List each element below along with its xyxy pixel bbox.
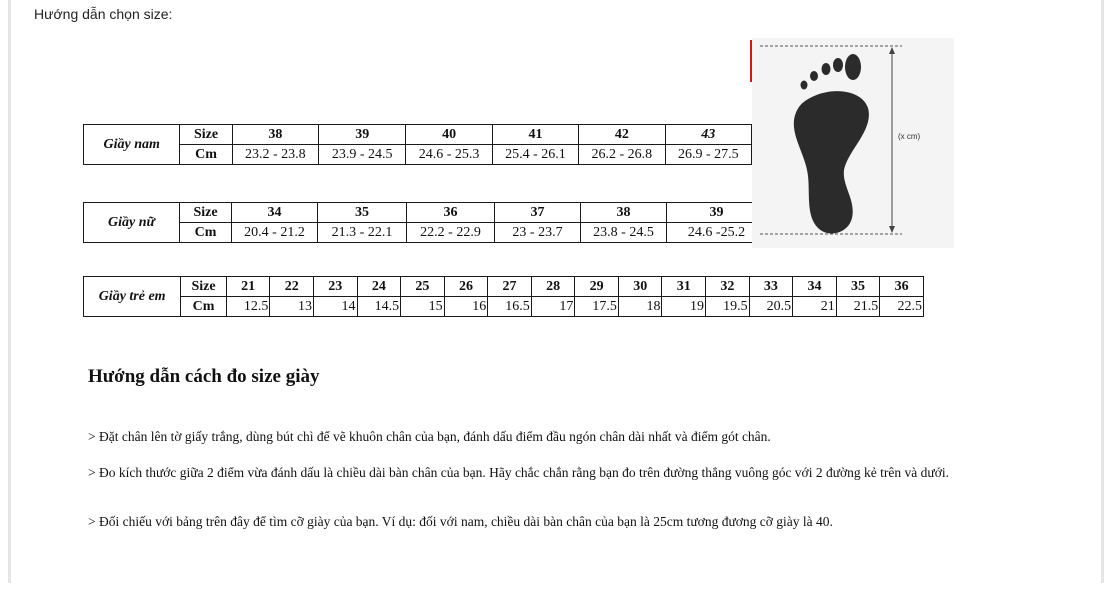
size-cell: 35 [836,277,880,297]
size-cell: 36 [407,203,495,223]
cm-cell: 22.2 - 22.9 [407,223,495,243]
women-size-table [83,202,767,243]
size-cell: 29 [575,277,619,297]
cm-cell: 18 [618,297,662,317]
cm-row-label: Cm [180,145,232,165]
foot-measure-image [752,38,954,248]
cm-cell: 20.5 [749,297,793,317]
size-cell: 38 [232,125,318,145]
cm-cell: 23.9 - 24.5 [319,145,406,165]
cm-cell: 12.5 [226,297,270,317]
size-cell: 23 [313,277,357,297]
cm-cell: 14.5 [357,297,401,317]
cm-cell: 23.2 - 23.8 [232,145,318,165]
women-category-label: Giầy nữ [84,203,180,243]
size-cell: 40 [406,125,492,145]
cm-cell: 21.3 - 22.1 [318,223,407,243]
guide-step: > Đối chiếu với bảng trên đây để tìm cỡ giày của bạn. Ví dụ: đối với nam, chiều dài bàn chân của bạn là 25cm tương đương cỡ giày là 40. [88,514,833,529]
measure-label: (x cm) [898,132,921,141]
size-cell: 32 [706,277,750,297]
size-cell: 31 [662,277,706,297]
size-cell: 21 [226,277,270,297]
cm-cell: 26.2 - 26.8 [579,145,665,165]
kids-category-label: Giầy trẻ em [84,277,181,317]
size-cell: 25 [401,277,445,297]
cm-cell: 21 [793,297,837,317]
guide-step: > Đặt chân lên tờ giấy trắng, dùng bút chì để vẽ khuôn chân của bạn, đánh dấu điểm đầu ngón chân dài nhất và điểm gót chân. [88,429,771,444]
cm-cell: 13 [270,297,314,317]
cm-cell: 26.9 - 27.5 [665,145,751,165]
cm-row-label: Cm [181,297,227,317]
size-guide-heading: Hướng dẫn chọn size: [34,6,173,22]
cm-cell: 24.6 -25.2 [667,223,767,243]
size-cell: 30 [618,277,662,297]
size-cell: 34 [232,203,318,223]
measure-guide-title: Hướng dẫn cách đo size giày [88,366,320,387]
cm-cell: 15 [401,297,445,317]
size-cell: 38 [581,203,667,223]
size-row-label: Size [180,125,232,145]
size-cell: 39 [667,203,767,223]
size-row-label: Size [180,203,232,223]
size-cell: 42 [579,125,665,145]
cm-cell: 17 [531,297,575,317]
size-cell: 28 [531,277,575,297]
size-cell: 41 [492,125,578,145]
cm-cell: 25.4 - 26.1 [492,145,578,165]
size-cell: 26 [444,277,488,297]
cm-cell: 23 - 23.7 [495,223,581,243]
men-size-table [83,124,752,165]
cm-cell: 17.5 [575,297,619,317]
size-cell: 43 [665,125,751,145]
size-cell: 27 [488,277,532,297]
size-cell: 37 [495,203,581,223]
cm-cell: 14 [313,297,357,317]
size-cell: 34 [793,277,837,297]
cm-cell: 19.5 [706,297,750,317]
size-cell: 22 [270,277,314,297]
cm-cell: 23.8 - 24.5 [581,223,667,243]
size-cell: 35 [318,203,407,223]
right-divider [1101,0,1104,583]
size-cell: 36 [880,277,924,297]
size-cell: 33 [749,277,793,297]
cm-cell: 21.5 [836,297,880,317]
guide-step: > Đo kích thước giữa 2 điểm vừa đánh dấu là chiều dài bàn chân của bạn. Hãy chắc chắn rằng bạn đo trên đường thẳng vuông góc với 2 đường kẻ trên và dưới. [88,465,949,480]
kids-size-table [83,276,924,317]
size-cell: 24 [357,277,401,297]
cm-cell: 20.4 - 21.2 [232,223,318,243]
men-category-label: Giầy nam [84,125,180,165]
left-divider [8,0,11,583]
size-cell: 39 [319,125,406,145]
cm-row-label: Cm [180,223,232,243]
cm-cell: 24.6 - 25.3 [406,145,492,165]
cm-cell: 19 [662,297,706,317]
cm-cell: 22.5 [880,297,924,317]
cm-cell: 16 [444,297,488,317]
foot-measure-icon [752,38,954,248]
size-row-label: Size [181,277,227,297]
cm-cell: 16.5 [488,297,532,317]
